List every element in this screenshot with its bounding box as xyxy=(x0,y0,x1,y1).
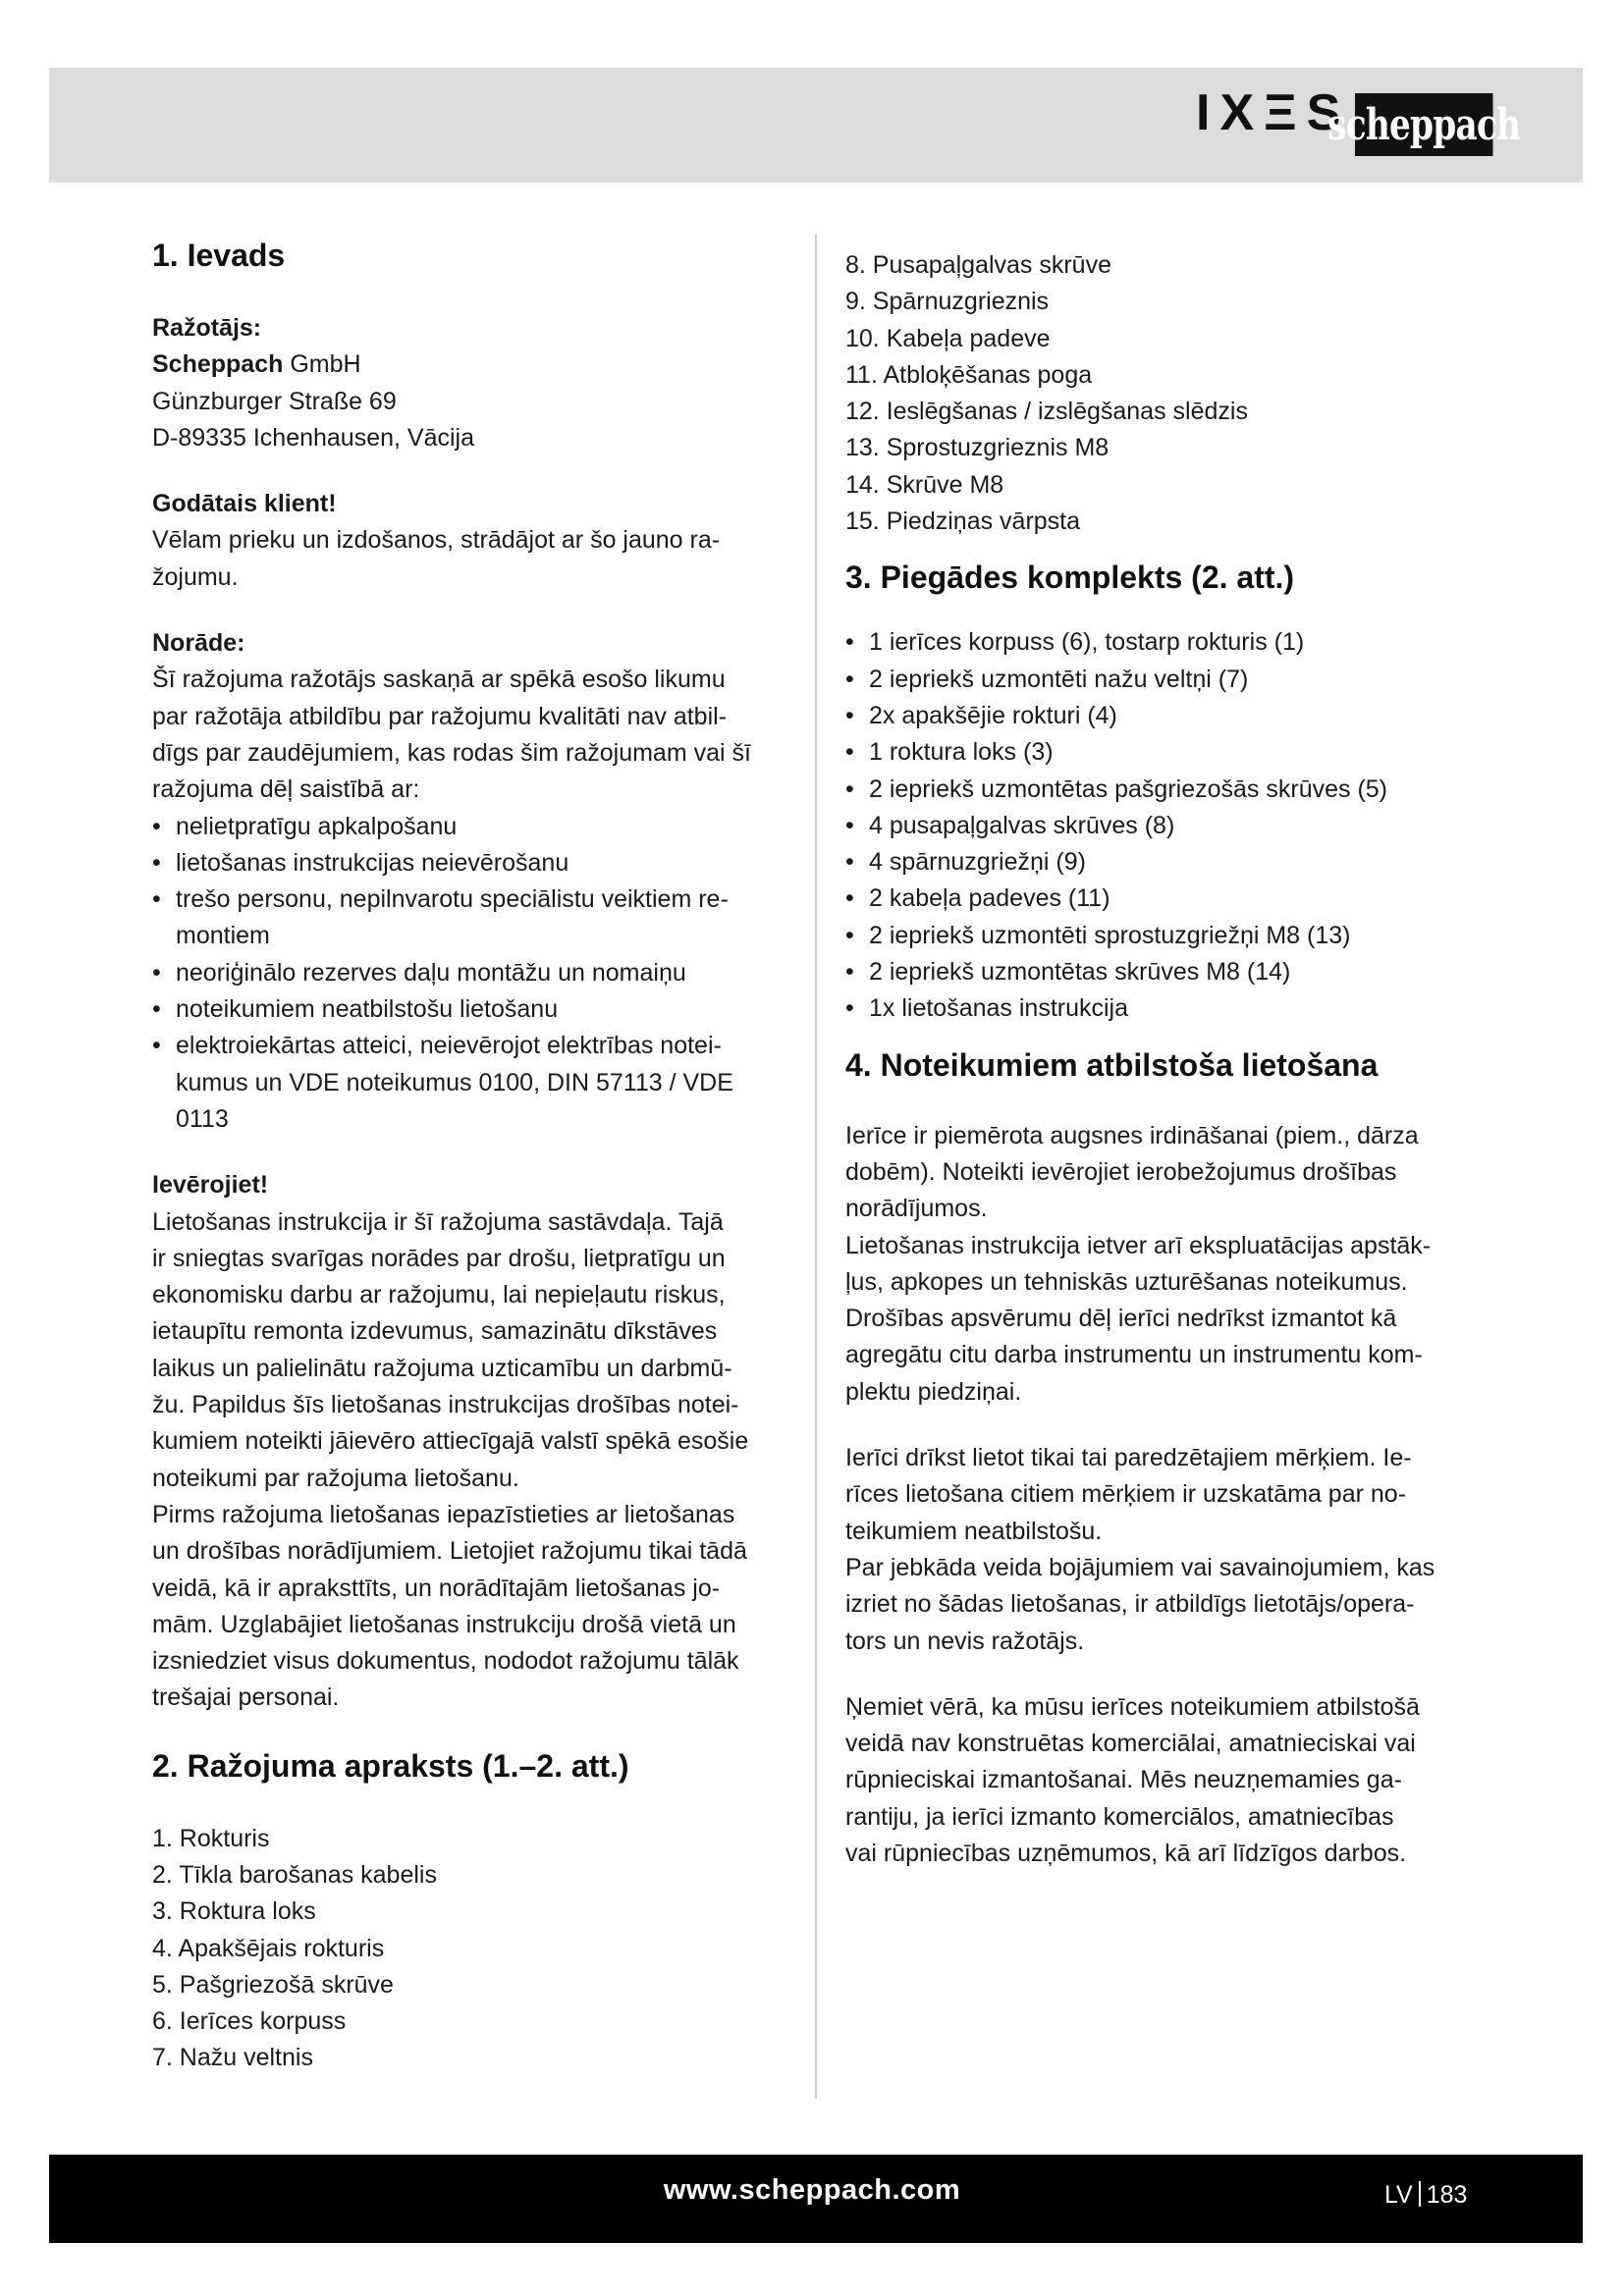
note-line: dīgs par zaudējumiem, kas rodas šim ražojumam vai šī xyxy=(152,738,751,767)
list-item: • 1 ierīces korpuss (6), tostarp rokturis (1) xyxy=(845,624,1493,661)
right-column xyxy=(845,247,1493,1872)
text-line: noteikumi par ražojuma lietošanu. xyxy=(152,1464,519,1492)
text-line: ļus, apkopes un tehniskās uzturēšanas noteikumus. xyxy=(845,1267,1408,1296)
list-item: 9. Spārnuzgrieznis xyxy=(845,288,1050,316)
list-item: 6. Ierīces korpuss xyxy=(152,2007,347,2036)
note-line: ražojuma dēļ saistībā ar: xyxy=(152,775,420,804)
column-divider xyxy=(815,234,817,2099)
parts-list-continued xyxy=(845,247,1493,540)
text-line: ekonomisku darbu ar ražojumu, lai nepieļautu riskus, xyxy=(152,1281,726,1309)
list-item: 8. Pusapaļgalvas skrūve xyxy=(845,251,1111,279)
list-item: • 4 pusapaļgalvas skrūves (8) xyxy=(845,808,1493,844)
note-line: Šī ražojuma ražotājs saskaņā ar spēkā esošo likumu xyxy=(152,666,726,694)
text-line: Pirms ražojuma lietošanas iepazīstieties ar lietošanas xyxy=(152,1500,735,1528)
text-line: Lietošanas instrukcija ir šī ražojuma sastāvdaļa. Tajā xyxy=(152,1207,724,1236)
text-line: plektu piedziņai. xyxy=(845,1377,1022,1406)
list-item: • 2 kabeļa padeves (11) xyxy=(845,881,1493,917)
greeting-text-2: žojumu. xyxy=(152,562,239,591)
greeting-label: Godātais klient! xyxy=(152,490,337,518)
text-line: trešajai personai. xyxy=(152,1683,340,1712)
text-line: izriet no šādas lietošanas, ir atbildīgs lietotājs/opera- xyxy=(845,1590,1415,1619)
text-line: ir sniegtas svarīgas norādes par drošu, lietpratīgu un xyxy=(152,1244,726,1272)
text-line: Ņemiet vērā, ka mūsu ierīces noteikumiem atbilstošā xyxy=(845,1692,1420,1721)
list-item: 11. Atbloķēšanas poga xyxy=(845,360,1093,389)
list-item: • 2 iepriekš uzmontēti sprostuzgriežņi M8 (13) xyxy=(845,918,1493,954)
section-4-title: 4. Noteikumiem atbilstoša lietošana xyxy=(845,1046,1379,1083)
list-item: 7. Nažu veltnis xyxy=(152,2044,313,2072)
text-line: dobēm). Noteikti ievērojiet ierobežojumus drošības xyxy=(845,1157,1397,1186)
delivery-list xyxy=(845,624,1493,1027)
list-item: • 4 spārnuzgriežņi (9) xyxy=(845,844,1493,881)
text-line: žu. Papildus šīs lietošanas instrukcijas drošības notei- xyxy=(152,1391,739,1419)
list-item: 2. Tīkla barošanas kabelis xyxy=(152,1860,437,1889)
list-item: 15. Piedziņas vārpsta xyxy=(845,507,1081,536)
text-line: rūpnieciskai izmantošanai. Mēs neuzņemamies ga- xyxy=(845,1766,1402,1794)
text-line: Par jebkāda veida bojājumiem vai savainojumiem, kas xyxy=(845,1553,1435,1581)
text-line: mām. Uzglabājiet lietošanas instrukciju drošā vietā un xyxy=(152,1610,736,1638)
text-line: kumiem noteikti jāievēro attiecīgajā valstī spēkā esošie xyxy=(152,1427,749,1456)
text-line: Ierīci drīkst lietot tikai tai paredzētajiem mērķiem. Ie- xyxy=(845,1444,1412,1472)
section-1-title: 1. Ievads xyxy=(152,238,286,273)
list-item: • 1 roktura loks (3) xyxy=(845,734,1493,771)
observe-paragraph xyxy=(152,1204,781,1717)
text-line: tors un nevis ražotājs. xyxy=(845,1627,1085,1655)
text-line: veidā, kā ir apraksttīts, un norādītajām lietošanas jo- xyxy=(152,1574,721,1602)
text-line: Ierīce ir piemērota augsnes irdināšanai (piem., dārza xyxy=(845,1121,1419,1149)
list-item: • 2 iepriekš uzmontētas pašgriezošās skrūves (5) xyxy=(845,772,1493,808)
text-line: izsniedziet visus dokumentus, nododot ražojumu tālāk xyxy=(152,1647,739,1676)
list-item: • 2x apakšējie rokturi (4) xyxy=(845,698,1493,734)
section-3-title: 3. Piegādes komplekts (2. att.) xyxy=(845,560,1295,596)
text-line: un drošības norādījumiem. Lietojiet ražojumu tikai tādā xyxy=(152,1537,747,1566)
list-item: 10. Kabeļa padeve xyxy=(845,324,1051,352)
footer-page-number: LV 183 xyxy=(1384,2181,1468,2209)
list-item: 13. Sprostuzgrieznis M8 xyxy=(845,434,1110,462)
text-line: agregātu citu darba instrumentu un instrumentu kom- xyxy=(845,1341,1423,1369)
list-item: • neoriģinālo rezerves daļu montāžu un nomaiņu xyxy=(152,955,781,991)
ixes-logo: IXΞS xyxy=(1196,84,1351,141)
list-item: 5. Pašgriezošā skrūve xyxy=(152,1970,394,1999)
text-line: rīces lietošana citiem mērķiem ir uzskatāma par no- xyxy=(845,1480,1407,1509)
list-item: • trešo personu, nepilnvarotu speciālistu veiktiem re- montiem xyxy=(152,881,781,955)
left-column xyxy=(152,236,781,2077)
text-line: veidā nav konstruētas komerciālai, amatnieciskai vai xyxy=(845,1730,1416,1758)
text-line: norādījumos. xyxy=(845,1195,988,1223)
observe-label: Ievērojiet! xyxy=(152,1171,269,1200)
note-bullet-list xyxy=(152,809,781,1139)
note-line: par ražotāja atbildību par ražojumu kvalitāti nav atbil- xyxy=(152,702,728,730)
list-item: • elektroiekārtas atteici, neievērojot elektrības notei- kumus un VDE noteikumus 0100, DIN 57113 / VDE 0113 xyxy=(152,1028,781,1138)
section-2-title: 2. Ražojuma apraksts (1.–2. att.) xyxy=(152,1747,629,1784)
list-item: • 1x lietošanas instrukcija xyxy=(845,990,1493,1027)
address-line-2: D-89335 Ichenhausen, Vācija xyxy=(152,423,475,452)
intended-use-paragraph-3 xyxy=(845,1689,1493,1872)
list-item: • 2 iepriekš uzmontēti nažu veltņi (7) xyxy=(845,662,1493,698)
text-line: Lietošanas instrukcija ietver arī ekspluatācijas apstāk- xyxy=(845,1231,1432,1259)
list-item: 14. Skrūve M8 xyxy=(845,470,1004,499)
list-item: 12. Ieslēgšanas / izslēgšanas slēdzis xyxy=(845,398,1248,426)
list-item: 3. Roktura loks xyxy=(152,1897,316,1926)
intended-use-paragraph-2 xyxy=(845,1440,1493,1660)
list-item: • 2 iepriekš uzmontētas skrūves M8 (14) xyxy=(845,954,1493,990)
intended-use-paragraph-1 xyxy=(845,1118,1493,1411)
parts-list xyxy=(152,1821,781,2077)
list-item: 1. Rokturis xyxy=(152,1824,270,1852)
text-line: vai rūpniecības uzņēmumos, kā arī līdzīgos darbos. xyxy=(845,1839,1407,1867)
footer-website-link[interactable]: www.scheppach.com xyxy=(663,2174,961,2206)
list-item: • noteikumiem neatbilstošu lietošanu xyxy=(152,991,781,1028)
list-item: • lietošanas instrukcijas neievērošanu xyxy=(152,845,781,881)
text-line: teikumiem neatbilstošu. xyxy=(845,1517,1103,1545)
note-label: Norāde: xyxy=(152,629,245,658)
greeting-text-1: Vēlam prieku un izdošanos, strādājot ar šo jauno ra- xyxy=(152,526,721,555)
manufacturer-label: Ražotājs: xyxy=(152,314,262,342)
text-line: laikus un palielinātu ražojuma uzticamību un darbmū- xyxy=(152,1354,732,1382)
scheppach-logo: scheppach xyxy=(1355,93,1492,156)
text-line: rantiju, ja ierīci izmanto komerciālos, amatniecības xyxy=(845,1802,1394,1831)
text-line: ietaupītu remonta izdevumus, samazinātu dīkstāves xyxy=(152,1317,718,1346)
text-line: Drošības apsvērumu dēļ ierīci nedrīkst izmantot kā xyxy=(845,1305,1397,1333)
list-item: • nelietpratīgu apkalpošanu xyxy=(152,809,781,845)
list-item: 4. Apakšējais rokturis xyxy=(152,1934,385,1962)
manufacturer-name: Scheppach GmbH xyxy=(152,350,361,379)
address-line-1: Günzburger Straße 69 xyxy=(152,387,397,415)
